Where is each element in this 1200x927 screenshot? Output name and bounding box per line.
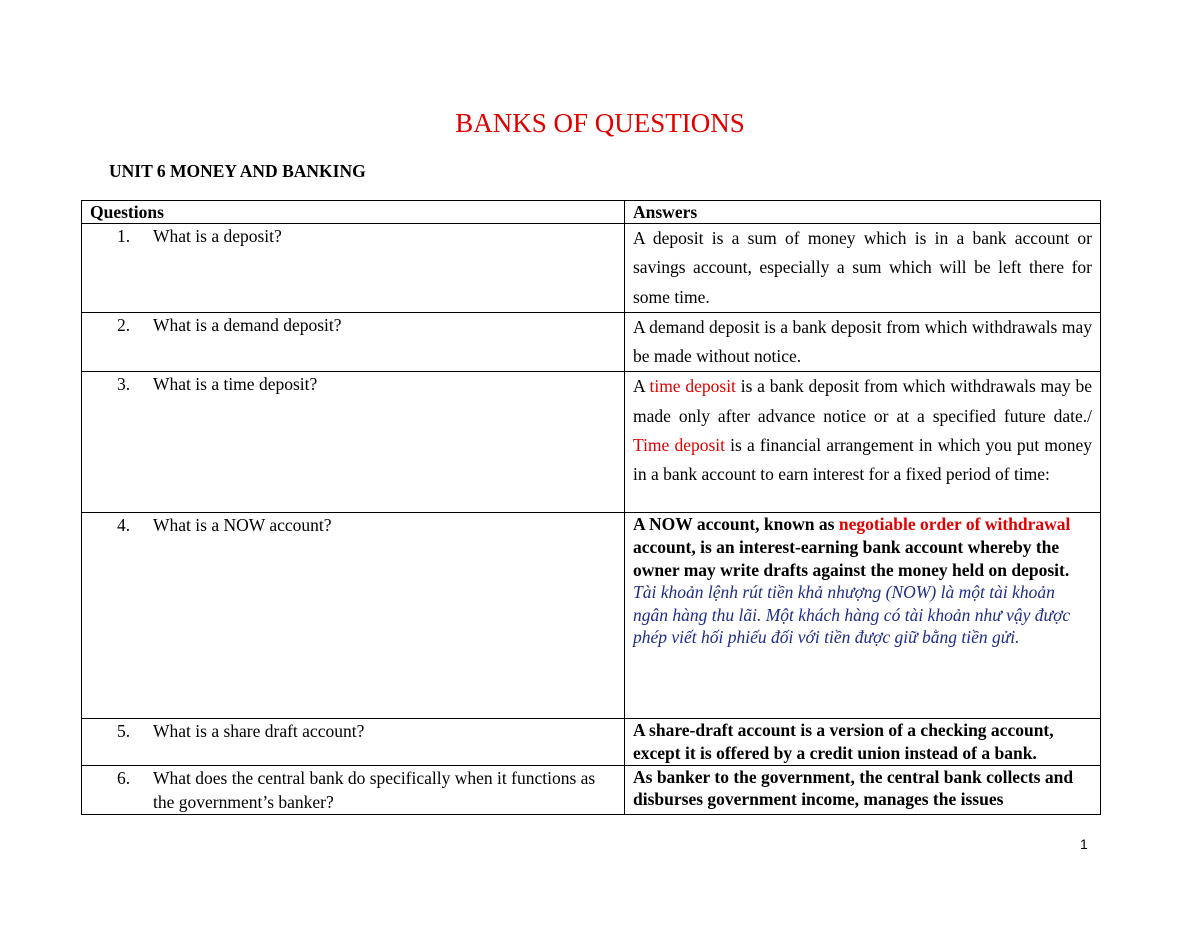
question-cell (82, 765, 625, 814)
table-row (82, 765, 1101, 814)
table-header-row (82, 201, 1101, 224)
question-cell (82, 224, 625, 313)
question-text: What does the central bank do specifically when it functions as the government’s banker? (153, 767, 596, 812)
answer-text: A NOW account, known as negotiable order of withdrawal account, is an interest-earning bank account whereby the owner may write drafts against the money held on deposit. (633, 514, 1071, 580)
answer-cell (625, 372, 1101, 513)
question-text: What is a demand deposit? (153, 314, 342, 335)
question-number: 6. (117, 767, 131, 788)
answer-cell (625, 719, 1101, 765)
question-text: What is a NOW account? (153, 515, 332, 536)
table-row (82, 312, 1101, 372)
question-text: What is a time deposit? (153, 374, 318, 395)
table-row (82, 224, 1101, 313)
answer-cell (625, 312, 1101, 372)
column-header-questions: Questions (82, 201, 625, 224)
question-number: 2. (117, 314, 131, 335)
question-number: 1. (117, 226, 131, 246)
question-cell (82, 312, 625, 372)
document-title: BANKS OF QUESTIONS (455, 108, 745, 138)
answer-text: As banker to the government, the central bank collects and disburses government income, manages the issues (633, 766, 1074, 810)
highlighted-term: Time deposit (633, 435, 726, 456)
question-number: 3. (117, 374, 131, 395)
question-cell (82, 372, 625, 513)
highlighted-term: time deposit (649, 376, 736, 397)
question-number: 4. (117, 515, 131, 536)
answer-cell (625, 765, 1101, 814)
column-header-answers: Answers (625, 201, 1101, 224)
table-row (82, 372, 1101, 513)
question-cell (82, 719, 625, 765)
answer-cell (625, 224, 1101, 313)
table-row (82, 719, 1101, 765)
question-cell (82, 513, 625, 719)
page-number: 1 (1080, 836, 1088, 852)
question-number: 5. (117, 721, 131, 742)
answer-translation: Tài khoản lệnh rút tiền khả nhượng (NOW) là một tài khoản ngân hàng thu lãi. Một khách hàng có tài khoản như vậy được phép viết hối phiếu đối với tiền được giữ bằng tiền gửi. (633, 582, 1071, 648)
questions-table (81, 200, 1101, 815)
answer-cell (625, 513, 1101, 719)
answer-text: A time deposit is a bank deposit from which withdrawals may be made only after advance notice or at a specified future date./ Time deposit is a financial arrangement in which you put money in a bank account to earn interest for a fixed period of time: (633, 376, 1092, 485)
answer-text: A demand deposit is a bank deposit from which withdrawals may be made without notice. (633, 316, 1092, 367)
table-row (82, 513, 1101, 719)
answer-text: A deposit is a sum of money which is in a bank account or savings account, especially a sum which will be left there for some time. (633, 228, 1092, 307)
answer-text: A share-draft account is a version of a checking account, except it is offered by a credit union instead of a bank. (633, 720, 1054, 764)
highlighted-term: negotiable order of withdrawal (838, 514, 1071, 535)
question-text: What is a deposit? (153, 226, 282, 246)
question-text: What is a share draft account? (153, 721, 365, 742)
unit-heading: UNIT 6 MONEY AND BANKING (109, 161, 366, 181)
